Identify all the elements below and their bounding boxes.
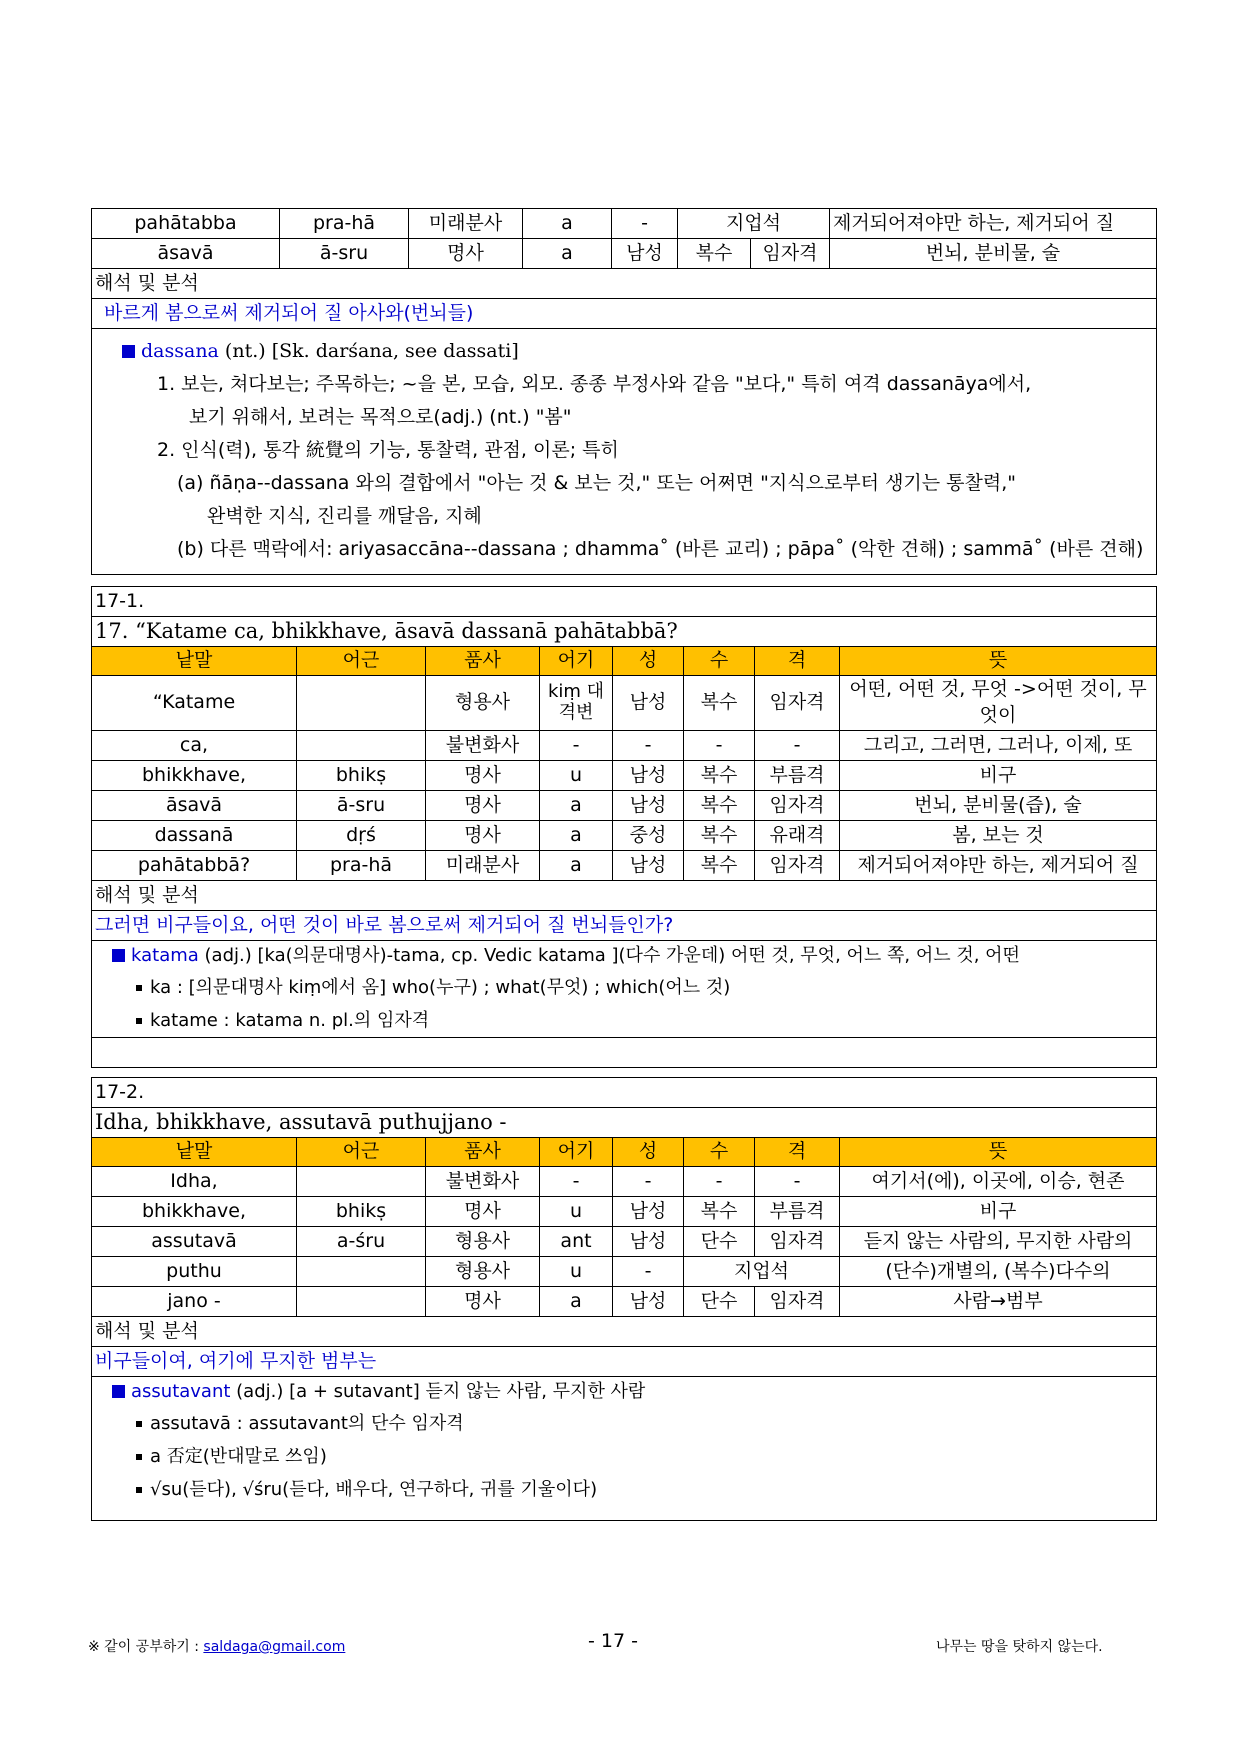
gender-cell: 중성: [613, 821, 684, 851]
list-item: a 否定(반대말로 쓰임): [150, 1440, 1156, 1473]
dict-head-rest: (nt.) [Sk. darśana, see dassati]: [218, 340, 519, 362]
number-cell: -: [684, 731, 755, 761]
column-header: 뜻: [840, 647, 1157, 676]
section-17-1: [91, 586, 1156, 1068]
word-cell: “Katame: [92, 676, 297, 731]
dict-headword: dassana: [141, 340, 219, 362]
table-row: [92, 731, 1157, 761]
table-row: [92, 761, 1157, 791]
analysis-label: 해석 및 분석: [92, 269, 1157, 299]
section-17-1-table: [91, 586, 1157, 1068]
stem-cell: u: [540, 1257, 613, 1287]
top-vocab-table: [91, 208, 1157, 575]
case-cell: 임자격: [755, 676, 840, 731]
stem-cell: a: [523, 239, 612, 269]
stem-cell: a: [523, 209, 612, 239]
case-cell: -: [755, 1167, 840, 1197]
dict-line: (b) 다른 맥락에서: ariyasaccāna--dassana ; dhamma˚ (바른 교리) ; pāpa˚ (악한 견해) ; sammā˚ (바른 견해): [177, 538, 1144, 560]
table-row: [92, 239, 1157, 269]
number-cell: 복수: [684, 821, 755, 851]
dict-rest: (adj.) [ka(의문대명사)-tama, cp. Vedic katama ](다수 가운데) 어떤 것, 무엇, 어느 쪽, 어느 것, 어떤: [198, 945, 1020, 966]
translation: 그러면 비구들이요, 어떤 것이 바로 봄으로써 제거되어 질 번뇌들인가?: [92, 911, 1157, 941]
dict-line: 보기 위해서, 보려는 목적으로(adj.) (nt.) "봄": [189, 406, 572, 428]
compound-cell: 지업석: [678, 209, 830, 239]
pos-cell: 미래분사: [426, 851, 540, 881]
word-cell: pahātabba: [92, 209, 280, 239]
table-header-row: [92, 1138, 1157, 1167]
meaning-cell: 번뇌, 분비물, 술: [830, 239, 1157, 269]
column-header: 낱말: [92, 1138, 297, 1167]
table-row: [92, 791, 1157, 821]
bullet-square-icon: [112, 949, 125, 962]
root-cell: ā-sru: [280, 239, 409, 269]
number-cell: 복수: [684, 851, 755, 881]
footer-left: [88, 1636, 345, 1656]
meaning-cell: 제거되어져야만 하는, 제거되어 질: [840, 851, 1157, 881]
number-cell: 복수: [684, 1197, 755, 1227]
table-row: [92, 1197, 1157, 1227]
dict-headword: assutavant: [131, 1381, 231, 1402]
dict-headword: katama: [131, 945, 199, 966]
column-header: 수: [684, 1138, 755, 1167]
gender-cell: -: [613, 731, 684, 761]
stem-cell: -: [540, 731, 613, 761]
table-header-row: [92, 647, 1157, 676]
table-row: [92, 209, 1157, 239]
root-cell: a-śru: [297, 1227, 426, 1257]
note-list: [112, 1407, 1156, 1506]
analysis-label: 해석 및 분석: [92, 1317, 1157, 1347]
pos-cell: 형용사: [426, 1227, 540, 1257]
number-cell: 복수: [678, 239, 751, 269]
gender-cell: 남성: [613, 851, 684, 881]
translation: 비구들이여, 여기에 무지한 범부는: [92, 1347, 1157, 1377]
word-cell: āsavā: [92, 239, 280, 269]
dictionary-entry: [92, 941, 1157, 1038]
gender-cell: 남성: [613, 791, 684, 821]
case-cell: 유래격: [755, 821, 840, 851]
column-header: 수: [684, 647, 755, 676]
top-table-block: [91, 208, 1156, 575]
meaning-cell: 번뇌, 분비물(즙), 술: [840, 791, 1157, 821]
stem-cell: u: [540, 1197, 613, 1227]
column-header: 어기: [540, 1138, 613, 1167]
pali-sentence: 17. “Katame ca, bhikkhave, āsavā dassanā pahātabbā?: [92, 617, 1157, 647]
gender-cell: 남성: [613, 676, 684, 731]
meaning-cell: 여기서(에), 이곳에, 이승, 현존: [840, 1167, 1157, 1197]
table-row: [92, 676, 1157, 731]
translation: 바르게 봄으로써 제거되어 질 아사와(번뇌들): [92, 299, 1157, 329]
section-number: 17-2.: [92, 1078, 1157, 1108]
case-cell: 임자격: [755, 1227, 840, 1257]
meaning-cell: 비구: [840, 761, 1157, 791]
root-cell: bhikṣ: [297, 1197, 426, 1227]
list-item: assutavā : assutavant의 단수 임자격: [150, 1407, 1156, 1440]
column-header: 품사: [426, 647, 540, 676]
pos-cell: 명사: [426, 1197, 540, 1227]
gender-cell: -: [613, 1167, 684, 1197]
column-header: 어기: [540, 647, 613, 676]
number-cell: -: [684, 1167, 755, 1197]
number-cell: 복수: [684, 676, 755, 731]
pos-cell: 형용사: [426, 676, 540, 731]
pos-cell: 불변화사: [426, 731, 540, 761]
case-cell: -: [755, 731, 840, 761]
root-cell: bhikṣ: [297, 761, 426, 791]
gender-cell: 남성: [613, 761, 684, 791]
table-row: [92, 1287, 1157, 1317]
table-row: [92, 1167, 1157, 1197]
word-cell: āsavā: [92, 791, 297, 821]
analysis-label: 해석 및 분석: [92, 881, 1157, 911]
root-cell: ā-sru: [297, 791, 426, 821]
meaning-cell: (단수)개별의, (복수)다수의: [840, 1257, 1157, 1287]
compound-cell: 지업석: [684, 1257, 840, 1287]
gender-cell: 남성: [613, 1197, 684, 1227]
word-cell: pahātabbā?: [92, 851, 297, 881]
dict-rest: (adj.) [a + sutavant] 듣지 않는 사람, 무지한 사람: [230, 1381, 646, 1402]
root-cell: [297, 1257, 426, 1287]
list-item: √su(듣다), √śru(듣다, 배우다, 연구하다, 귀를 기울이다): [150, 1473, 1156, 1506]
pos-cell: 불변화사: [426, 1167, 540, 1197]
dict-line: 2. 인식(력), 통각 統覺의 기능, 통찰력, 관점, 이론; 특히: [157, 439, 619, 461]
footer-right: 나무는 땅을 탓하지 않는다.: [936, 1639, 1103, 1655]
dictionary-entry: [92, 1377, 1157, 1521]
footer-label: ※ 같이 공부하기 :: [88, 1639, 204, 1655]
case-cell: 부름격: [755, 761, 840, 791]
dictionary-entry: [92, 329, 1157, 575]
column-header: 낱말: [92, 647, 297, 676]
pos-cell: 명사: [409, 239, 523, 269]
pos-cell: 형용사: [426, 1257, 540, 1287]
section-number: 17-1.: [92, 587, 1157, 617]
word-cell: dassanā: [92, 821, 297, 851]
word-cell: bhikkhave,: [92, 1197, 297, 1227]
case-cell: 임자격: [751, 239, 830, 269]
column-header: 어근: [297, 1138, 426, 1167]
meaning-cell: 제거되어져야만 하는, 제거되어 질: [830, 209, 1157, 239]
stem-cell: ant: [540, 1227, 613, 1257]
column-header: 품사: [426, 1138, 540, 1167]
root-cell: dṛś: [297, 821, 426, 851]
table-row: [92, 1257, 1157, 1287]
case-cell: 임자격: [755, 1287, 840, 1317]
stem-cell: a: [540, 821, 613, 851]
stem-cell: -: [540, 1167, 613, 1197]
empty-row: [92, 1038, 1157, 1068]
gender-cell: -: [613, 1257, 684, 1287]
dict-line: 1. 보는, 쳐다보는; 주목하는; ~을 본, 모습, 외모. 종종 부정사와 같음 "보다," 특히 여격 dassanāya에서,: [157, 373, 1032, 395]
meaning-cell: 어떤, 어떤 것, 무엇 ->어떤 것이, 무엇이: [840, 676, 1157, 731]
list-item: ka : [의문대명사 kiṃ에서 옴] who(누구) ; what(무엇) ; which(어느 것): [150, 971, 1156, 1004]
pos-cell: 명사: [426, 791, 540, 821]
case-cell: 임자격: [755, 791, 840, 821]
stem-cell: kiṃ 대격변: [540, 676, 613, 731]
column-header: 성: [613, 647, 684, 676]
column-header: 성: [613, 1138, 684, 1167]
column-header: 어근: [297, 647, 426, 676]
meaning-cell: 사람→범부: [840, 1287, 1157, 1317]
dict-line: (a) ñāṇa--dassana 와의 결합에서 "아는 것 & 보는 것," 또는 어쩌면 "지식으로부터 생기는 통찰력,": [177, 472, 1017, 494]
word-cell: Idha,: [92, 1167, 297, 1197]
bullet-square-icon: [122, 345, 135, 358]
number-cell: 복수: [684, 761, 755, 791]
case-cell: 부름격: [755, 1197, 840, 1227]
pos-cell: 명사: [426, 821, 540, 851]
dict-line: 완벽한 지식, 진리를 깨달음, 지혜: [207, 505, 482, 527]
section-17-2: [91, 1077, 1156, 1521]
meaning-cell: 그리고, 그러면, 그러나, 이제, 또: [840, 731, 1157, 761]
word-cell: assutavā: [92, 1227, 297, 1257]
number-cell: 단수: [684, 1287, 755, 1317]
column-header: 격: [755, 647, 840, 676]
section-17-2-table: [91, 1077, 1157, 1521]
table-row: [92, 851, 1157, 881]
column-header: 뜻: [840, 1138, 1157, 1167]
root-cell: pra-hā: [280, 209, 409, 239]
gender-cell: 남성: [613, 1227, 684, 1257]
word-cell: bhikkhave,: [92, 761, 297, 791]
pali-sentence: Idha, bhikkhave, assutavā puthujjano -: [92, 1108, 1157, 1138]
root-cell: [297, 676, 426, 731]
meaning-cell: 듣지 않는 사람의, 무지한 사람의: [840, 1227, 1157, 1257]
meaning-cell: 봄, 보는 것: [840, 821, 1157, 851]
table-row: [92, 1227, 1157, 1257]
stem-cell: a: [540, 1287, 613, 1317]
pos-cell: 명사: [426, 1287, 540, 1317]
stem-cell: a: [540, 851, 613, 881]
email-link[interactable]: saldaga@gmail.com: [203, 1639, 346, 1655]
root-cell: [297, 1167, 426, 1197]
root-cell: [297, 1287, 426, 1317]
number-cell: 단수: [684, 1227, 755, 1257]
root-cell: [297, 731, 426, 761]
column-header: 격: [755, 1138, 840, 1167]
table-row: [92, 821, 1157, 851]
gender-cell: 남성: [613, 1287, 684, 1317]
pos-cell: 명사: [426, 761, 540, 791]
stem-cell: a: [540, 791, 613, 821]
note-list: [112, 971, 1156, 1037]
gender-cell: -: [612, 209, 678, 239]
word-cell: puthu: [92, 1257, 297, 1287]
number-cell: 복수: [684, 791, 755, 821]
word-cell: jano -: [92, 1287, 297, 1317]
meaning-cell: 비구: [840, 1197, 1157, 1227]
word-cell: ca,: [92, 731, 297, 761]
gender-cell: 남성: [612, 239, 678, 269]
list-item: katame : katama n. pl.의 임자격: [150, 1004, 1156, 1037]
page-number: - 17 -: [588, 1630, 638, 1652]
bullet-square-icon: [112, 1385, 125, 1398]
stem-cell: u: [540, 761, 613, 791]
root-cell: pra-hā: [297, 851, 426, 881]
pos-cell: 미래분사: [409, 209, 523, 239]
case-cell: 임자격: [755, 851, 840, 881]
